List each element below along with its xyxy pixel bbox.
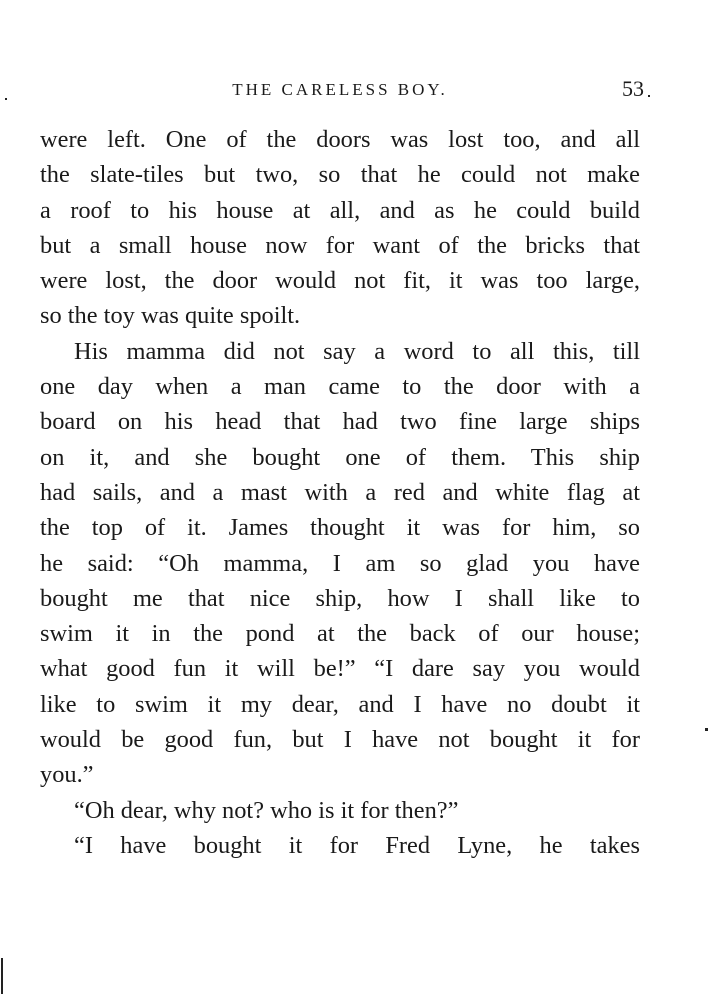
text-line: one day when a man came to the door with a [40,373,640,401]
text-line: but a small house now for want of the bricks that [40,231,640,259]
page-number: 53 [622,76,644,101]
text-line: had sails, and a mast with a red and white flag at [40,478,640,506]
page-edge-mark [1,958,3,994]
text-line: like to swim it my dear, and I have no doubt it [40,690,640,718]
text-line: would be good fun, but I have not bought it for [40,726,640,754]
page-edge-mark [5,98,7,100]
paragraph-start-line: “I have bought it for Fred Lyne, he takes [74,831,640,859]
text-line: were lost, the door would not fit, it was too large, [40,267,640,295]
page-edge-mark [648,95,650,97]
text-line: on it, and she bought one of them. This ship [40,443,640,471]
text-line: what good fun it will be!” “I dare say you would [40,655,640,683]
page-edge-mark [705,728,708,731]
text-line: board on his head that had two fine large ships [40,408,640,436]
text-line: the top of it. James thought it was for him, so [40,514,640,542]
text-line: were left. One of the doors was lost too, and all [40,126,640,153]
text-line: the slate-tiles but two, so that he could not make [40,161,640,189]
text-line: a roof to his house at all, and as he could build [40,196,640,224]
text-line: bought me that nice ship, how I shall like to [40,584,640,612]
text-line: you.” [40,761,94,789]
running-head [40,76,644,106]
body-text [40,122,640,863]
text-line: he said: “Oh mamma, I am so glad you have [40,549,640,577]
text-line: so the toy was quite spoilt. [40,302,301,330]
paragraph-start-line: “Oh dear, why not? who is it for then?” [74,796,459,824]
text-line: swim it in the pond at the back of our house; [40,620,640,648]
paragraph-start-line: His mamma did not say a word to all this, till [74,337,640,365]
running-head-title: THE CARELESS BOY. [232,80,448,99]
